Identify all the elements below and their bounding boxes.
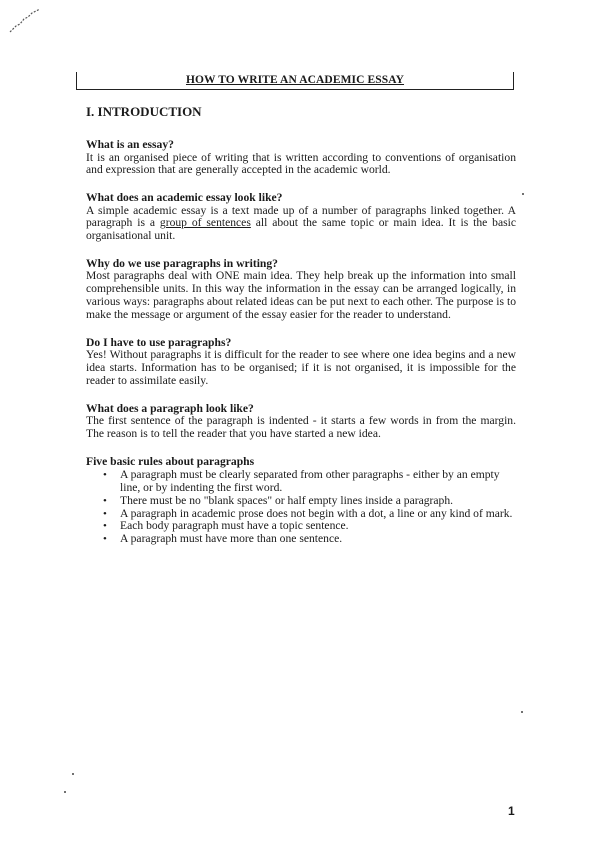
title-box	[76, 72, 514, 90]
list-item: • Each body paragraph must have a topic sentence.	[120, 520, 516, 533]
scan-speck	[72, 773, 74, 775]
question-heading: Do I have to use paragraphs?	[86, 335, 232, 349]
scan-speck	[521, 711, 523, 713]
qa-block-paragraph-look	[86, 402, 516, 441]
rules-heading: Five basic rules about paragraphs	[86, 454, 255, 468]
scan-speck	[522, 193, 524, 195]
rules-list	[86, 469, 516, 546]
answer-paragraph: Yes! Without paragraphs it is difficult for the reader to see where one idea begins and a new idea starts. Information has to be organised; if it is not organised, it is impossible for the reader to assimilate easily.	[86, 348, 516, 387]
scan-speck	[64, 791, 66, 793]
document-title: HOW TO WRITE AN ACADEMIC ESSAY	[185, 74, 405, 86]
answer-text: all about the same topic or main idea. It is the basic organisational unit.	[86, 216, 516, 243]
section-title: I. INTRODUCTION	[86, 104, 202, 119]
list-item: • A paragraph must have more than one sentence.	[120, 533, 516, 546]
page-number: 1	[508, 804, 515, 818]
document-body	[86, 104, 516, 546]
qa-block-why-paragraphs	[86, 257, 516, 322]
answer-paragraph: It is an organised piece of writing that is written according to conventions of organisation and expression that are generally accepted in the academic world.	[86, 150, 516, 177]
answer-paragraph: Most paragraphs deal with ONE main idea. They help break up the information into small comprehensible units. In this way the information in the essay can be arranged logically, in various ways: paragraphs about related ideas can be put next to each other. The purpose is to make the message or argument of the essay easier for the reader to understand.	[86, 269, 516, 321]
question-heading: Why do we use paragraphs in writing?	[86, 256, 278, 270]
qa-block-essay-look	[86, 191, 516, 243]
question-heading: What does an academic essay look like?	[86, 191, 283, 205]
rules-block	[86, 455, 516, 546]
question-heading: What is an essay?	[86, 138, 174, 151]
question-heading: What does a paragraph look like?	[86, 401, 254, 415]
answer-paragraph: The first sentence of the paragraph is indented - it starts a few words in from the margin. The reason is to tell the reader that you have started a new idea.	[86, 414, 516, 440]
underlined-phrase: group of sentences	[159, 216, 251, 230]
qa-block-essay	[86, 138, 516, 177]
list-item: • A paragraph in academic prose does not begin with a dot, a line or any kind of mark.	[120, 508, 516, 521]
qa-block-have-to-use	[86, 336, 516, 388]
answer-text: A simple academic essay is a text made up of a number of paragraphs linked together. A paragraph is a	[86, 203, 516, 230]
list-item: • There must be no "blank spaces" or half empty lines inside a paragraph.	[120, 495, 516, 508]
scan-artifact-mark	[6, 6, 46, 36]
list-item: • A paragraph must be clearly separated from other paragraphs - either by an empty line, or by indenting the first word.	[120, 469, 516, 495]
answer-paragraph	[86, 205, 516, 243]
